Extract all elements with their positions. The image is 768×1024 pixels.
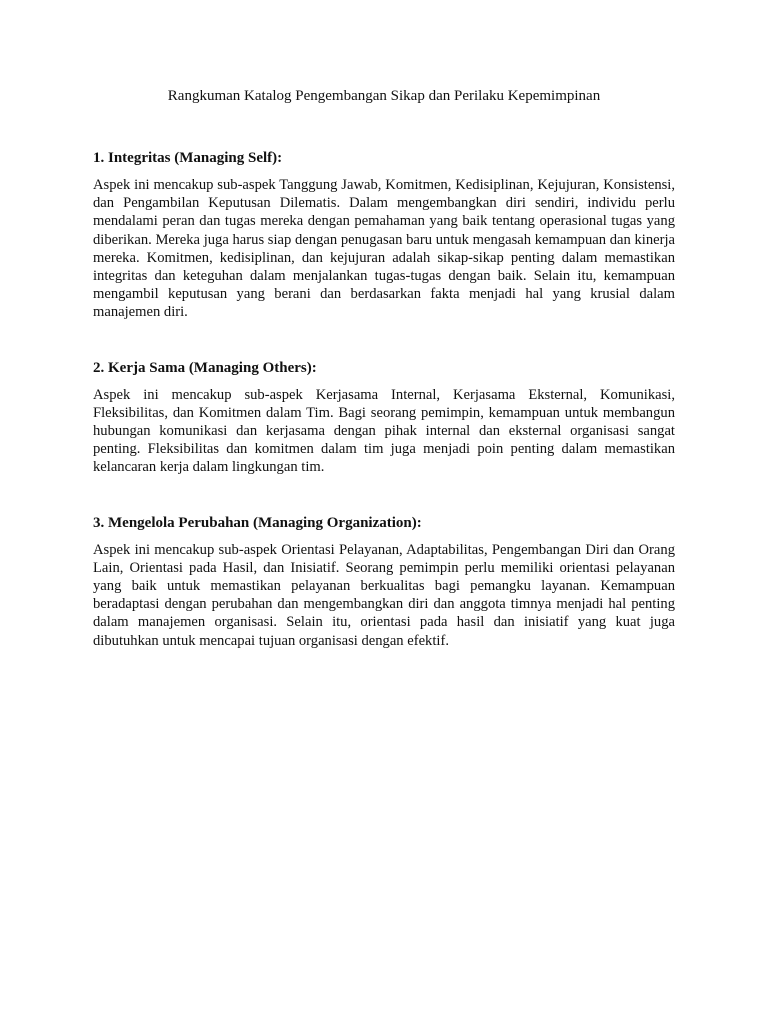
section-heading: 3. Mengelola Perubahan (Managing Organization): — [93, 514, 422, 531]
section-body: Aspek ini mencakup sub-aspek Tanggung Jawab, Komitmen, Kedisiplinan, Kejujuran, Konsistensi, dan Pengambilan Keputusan Dilematis. Dalam mengembangkan diri sendiri, individu perlu mendalami peran dan tugas mereka dengan pemahaman yang baik tentang operasional tugas yang diberikan. Mereka juga harus siap dengan penugasan baru untuk mengasah kemampuan dan kinerja mereka. Komitmen, kedisiplinan, dan kejujuran adalah sikap-sikap penting dalam memastikan integritas dan keteguhan dalam menjalankan tugas-tugas dengan baik. Selain itu, kemampuan mengambil keputusan yang berani dan berdasarkan fakta menjadi hal yang krusial dalam manajemen diri. — [93, 177, 675, 321]
section-kerja-sama — [93, 358, 675, 477]
section-mengelola-perubahan — [93, 513, 675, 650]
section-body: Aspek ini mencakup sub-aspek Kerjasama Internal, Kerjasama Eksternal, Komunikasi, Fleksibilitas, dan Komitmen dalam Tim. Bagi seorang pemimpin, kemampuan untuk membangun hubungan komunikasi dan kerjasama dengan pihak internal dan eksternal organisasi sangat penting. Fleksibilitas dan komitmen dalam tim juga menjadi poin penting dalam memastikan kelancaran kerja dalam lingkungan tim. — [93, 386, 675, 476]
section-body: Aspek ini mencakup sub-aspek Orientasi Pelayanan, Adaptabilitas, Pengembangan Diri dan Orang Lain, Orientasi pada Hasil, dan Inisiatif. Seorang pemimpin perlu memiliki orientasi pelayanan yang baik untuk memastikan pelayanan berkualitas bagi pemangku layanan. Kemampuan beradaptasi dengan perubahan dan mengembangkan diri dan anggota timnya menjadi hal penting dalam manajemen organisasi. Selain itu, orientasi pada hasil dan inisiatif yang kuat juga dibutuhkan untuk mencapai tujuan organisasi dengan efektif. — [93, 541, 675, 649]
section-heading: 1. Integritas (Managing Self): — [93, 150, 283, 166]
section-heading: 2. Kerja Sama (Managing Others): — [93, 359, 317, 376]
section-integritas — [93, 148, 675, 322]
document-page — [93, 86, 675, 686]
document-title: Rangkuman Katalog Pengembangan Sikap dan Perilaku Kepemimpinan — [167, 88, 601, 104]
